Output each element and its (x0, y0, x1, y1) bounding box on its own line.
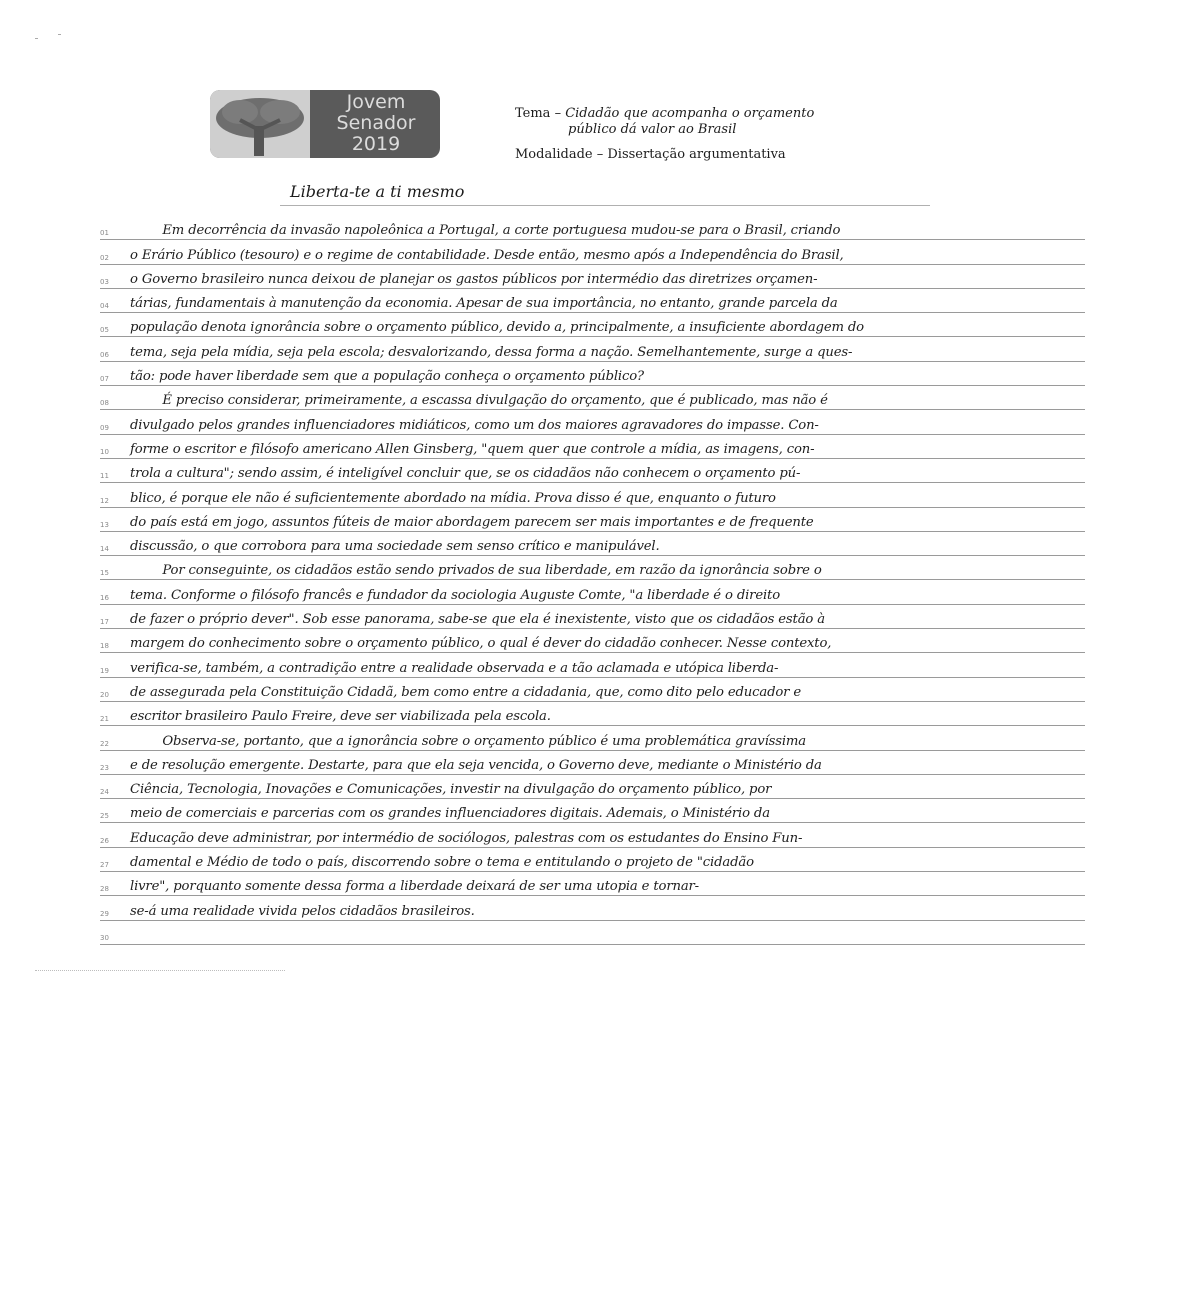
essay-line (100, 653, 1085, 677)
line-text: população denota ignorância sobre o orçamento público, devido a, principalmente, a insuficiente abordagem do (130, 320, 864, 336)
line-number: 27 (100, 861, 109, 870)
essay-line (100, 362, 1085, 386)
line-text: damental e Médio de todo o país, discorrendo sobre o tema e entitulando o projeto de "cidadão (130, 855, 754, 871)
line-number: 04 (100, 302, 109, 311)
line-text: o Governo brasileiro nunca deixou de planejar os gastos públicos por intermédio das diretrizes orçamen- (130, 271, 818, 287)
essay-line (100, 459, 1085, 483)
essay-line (100, 775, 1085, 799)
essay-line (100, 799, 1085, 823)
line-number: 02 (100, 253, 109, 262)
essay-line (100, 702, 1085, 726)
essay-line (100, 872, 1085, 896)
essay-line (100, 556, 1085, 580)
essay-line (100, 605, 1085, 629)
theme-heading (515, 107, 814, 121)
line-text: Observa-se, portanto, que a ignorância sobre o orçamento público é uma problemática gravíssima (130, 733, 807, 749)
line-text: discussão, o que corrobora para uma sociedade sem senso crítico e manipulável. (130, 539, 660, 555)
line-number: 26 (100, 836, 109, 845)
essay-line (100, 337, 1085, 361)
essay-line (100, 678, 1085, 702)
line-number: 29 (100, 909, 109, 918)
essay-line (100, 313, 1085, 337)
essay-body (100, 216, 1085, 945)
line-text: verifica-se, também, a contradição entre a realidade observada e a tão aclamada e utópica liberda- (130, 660, 779, 676)
logo-line-1: Jovem (346, 91, 406, 113)
essay-line (100, 386, 1085, 410)
line-text: de assegurada pela Constituição Cidadã, bem como entre a cidadania, que, como dito pelo educador e (130, 684, 802, 700)
line-text: escritor brasileiro Paulo Freire, deve ser viabilizada pela escola. (130, 709, 551, 725)
essay-line (100, 532, 1085, 556)
line-number: 07 (100, 375, 109, 384)
line-number: 03 (100, 277, 109, 286)
essay-line (100, 629, 1085, 653)
line-number: 05 (100, 326, 109, 335)
essay-line (100, 410, 1085, 434)
jovem-senador-logo (210, 90, 440, 158)
line-number: 01 (100, 229, 109, 238)
line-number: 09 (100, 423, 109, 432)
line-text: forme o escritor e filósofo americano Allen Ginsberg, "quem quer que controle a mídia, as imagens, con- (130, 441, 815, 457)
line-number: 30 (100, 933, 109, 942)
line-text: e de resolução emergente. Destarte, para que ela seja vencida, o Governo deve, mediante o Ministério da (130, 757, 822, 773)
line-number: 08 (100, 399, 109, 408)
line-number: 10 (100, 447, 109, 456)
essay-line (100, 483, 1085, 507)
line-text: É preciso considerar, primeiramente, a escassa divulgação do orçamento, que é publicado, mas não é (130, 393, 828, 409)
scan-dotted-artifact (35, 970, 285, 975)
essay-line (100, 289, 1085, 313)
essay-line (100, 823, 1085, 847)
essay-line (100, 265, 1085, 289)
line-number: 13 (100, 520, 109, 529)
line-number: 20 (100, 690, 109, 699)
line-text: blico, é porque ele não é suficientemente abordado na mídia. Prova disso é que, enquanto o futuro (130, 490, 776, 506)
line-text: Educação deve administrar, por intermédio de sociólogos, palestras com os estudantes do Ensino Fun- (130, 830, 803, 846)
essay-title: Liberta-te a ti mesmo (290, 182, 465, 201)
essay-line (100, 508, 1085, 532)
line-text: tárias, fundamentais à manutenção da economia. Apesar de sua importância, no entanto, grande parcela da (130, 296, 838, 312)
theme-value: Cidadão que acompanha o orçamento (565, 106, 815, 121)
essay-line (100, 216, 1085, 240)
line-number: 28 (100, 885, 109, 894)
line-text: o Erário Público (tesouro) e o regime de contabilidade. Desde então, mesmo após a Independência do Brasil, (130, 247, 844, 263)
line-text: Ciência, Tecnologia, Inovações e Comunicações, investir na divulgação do orçamento público, por (130, 782, 772, 798)
line-text: se-á uma realidade vivida pelos cidadãos brasileiros. (130, 903, 475, 919)
line-text: do país está em jogo, assuntos fúteis de maior abordagem parecem ser mais importantes e de frequente (130, 514, 814, 530)
theme-value-continuation: público dá valor ao Brasil (568, 122, 737, 137)
line-text: de fazer o próprio dever". Sob esse panorama, sabe-se que ela é inexistente, visto que os cidadãos estão à (130, 612, 825, 628)
line-text: Em decorrência da invasão napoleônica a Portugal, a corte portuguesa mudou-se para o Brasil, criando (130, 223, 841, 239)
essay-line (100, 240, 1085, 264)
logo-text (312, 92, 440, 155)
line-number: 12 (100, 496, 109, 505)
line-text: meio de comerciais e parcerias com os grandes influenciadores digitais. Ademais, o Ministério da (130, 806, 770, 822)
line-number: 15 (100, 569, 109, 578)
modality-heading: Modalidade – Dissertação argumentativa (515, 147, 786, 162)
essay-line (100, 921, 1085, 945)
line-number: 19 (100, 666, 109, 675)
line-text: livre", porquanto somente dessa forma a liberdade deixará de ser uma utopia e tornar- (130, 879, 699, 895)
line-number: 14 (100, 545, 109, 554)
essay-line (100, 848, 1085, 872)
essay-line (100, 580, 1085, 604)
scan-speck (58, 34, 61, 35)
line-text: Por conseguinte, os cidadãos estão sendo privados de sua liberdade, em razão da ignorância sobre o (130, 563, 822, 579)
essay-line (100, 435, 1085, 459)
essay-line (100, 896, 1085, 920)
line-number: 06 (100, 350, 109, 359)
line-number: 25 (100, 812, 109, 821)
line-number: 18 (100, 642, 109, 651)
line-number: 21 (100, 715, 109, 724)
line-number: 22 (100, 739, 109, 748)
line-number: 17 (100, 618, 109, 627)
line-number: 11 (100, 472, 109, 481)
line-number: 23 (100, 763, 109, 772)
line-text: trola a cultura"; sendo assim, é inteligível concluir que, se os cidadãos não conhecem o orçamento pú- (130, 466, 801, 482)
scan-speck (35, 38, 38, 39)
theme-label: Tema – (515, 106, 566, 121)
line-text: divulgado pelos grandes influenciadores midiáticos, como um dos maiores agravadores do impasse. Con- (130, 417, 819, 433)
line-number: 16 (100, 593, 109, 602)
line-text: tema. Conforme o filósofo francês e fundador da sociologia Auguste Comte, "a liberdade é o direito (130, 587, 781, 603)
tree-icon (210, 90, 310, 158)
line-text: margem do conhecimento sobre o orçamento público, o qual é dever do cidadão conhecer. Nesse contexto, (130, 636, 832, 652)
logo-line-3: 2019 (351, 133, 401, 155)
logo-line-2: Senador (336, 112, 416, 134)
essay-line (100, 726, 1085, 750)
line-text: tão: pode haver liberdade sem que a população conheça o orçamento público? (130, 369, 644, 385)
line-number: 24 (100, 788, 109, 797)
essay-line (100, 751, 1085, 775)
line-text: tema, seja pela mídia, seja pela escola; desvalorizando, dessa forma a nação. Semelhantemente, surge a ques- (130, 344, 853, 360)
